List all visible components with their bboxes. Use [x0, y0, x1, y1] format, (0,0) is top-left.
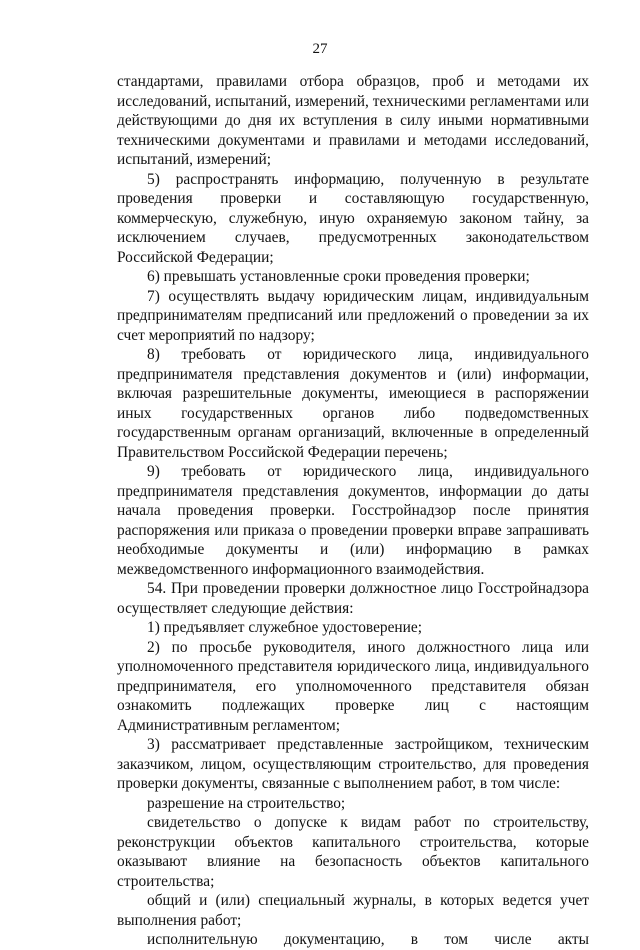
paragraph-item-9: 9) требовать от юридического лица, индивидуального предпринимателя представления документов, информации до даты начала проведения проверки. Госстройнадзор после принятия распоряжения или приказа о проведении проверки вправе запрашивать необходимые документы и (или) информацию в рамках межведомственного информационного взаимодействия. — [117, 463, 589, 578]
paragraph-doc-permit: разрешение на строительство; — [147, 794, 346, 812]
paragraph-action-2: 2) по просьбе руководителя, иного должностного лица или уполномоченного представителя юридического лица, индивидуального предпринимателя, его уполномоченного представителя обязан ознакомить подлежащих проверке лиц с настоящим Административным регламентом; — [117, 638, 589, 734]
paragraph-doc-certificate: свидетельство о допуске к видам работ по строительству, реконструкции объектов капитального строительства, которые оказывают влияние на безопасность объектов капитального строительства; — [117, 814, 589, 890]
paragraph-action-3: 3) рассматривает представленные застройщиком, техническим заказчиком, лицом, осуществляющим строительство, для проведения проверки документы, связанные с выполнением работ, в том числе: — [117, 736, 589, 792]
paragraph-item-6: 6) превышать установленные сроки проведения проверки; — [147, 268, 530, 285]
paragraph-item-8: 8) требовать от юридического лица, индивидуального предпринимателя представления документов и (или) информации, включая разрешительные документы, имеющиеся в распоряжении иных государственных органов либо подведомственных государственным органам организаций, включенные в определенный Правительством Российской Федерации перечень; — [117, 346, 589, 461]
paragraph-action-1: 1) предъявляет служебное удостоверение; — [147, 619, 423, 636]
paragraph-item-5: 5) распространять информацию, полученную в результате проведения проверки и составляющую государственную, коммерческую, служебную, иную охраняемую законом тайну, за исключением случаев, предусмотренных законодательством Российской Федерации; — [117, 170, 589, 266]
paragraph-doc-journals: общий и (или) специальный журналы, в которых ведется учет выполнения работ; — [117, 892, 589, 929]
page-number: 27 — [312, 41, 328, 57]
paragraph-doc-executive: исполнительную документацию, в том числе акты — [147, 931, 589, 948]
document-body — [117, 72, 589, 950]
paragraph-continuation: стандартами, правилами отбора образцов, проб и методами их исследований, испытаний, измерений, техническими регламентами или действующими до дня их вступления в силу иными нормативными техническими документами и правилами и методами исследований, испытаний, измерений; — [117, 73, 589, 168]
paragraph-item-7: 7) осуществлять выдачу юридическим лицам, индивидуальным предпринимателям предписаний или предложений о проведении за их счет мероприятий по надзору; — [117, 287, 589, 344]
paragraph-clause-54: 54. При проведении проверки должностное лицо Госстройнадзора осуществляет следующие действия: — [117, 580, 589, 617]
